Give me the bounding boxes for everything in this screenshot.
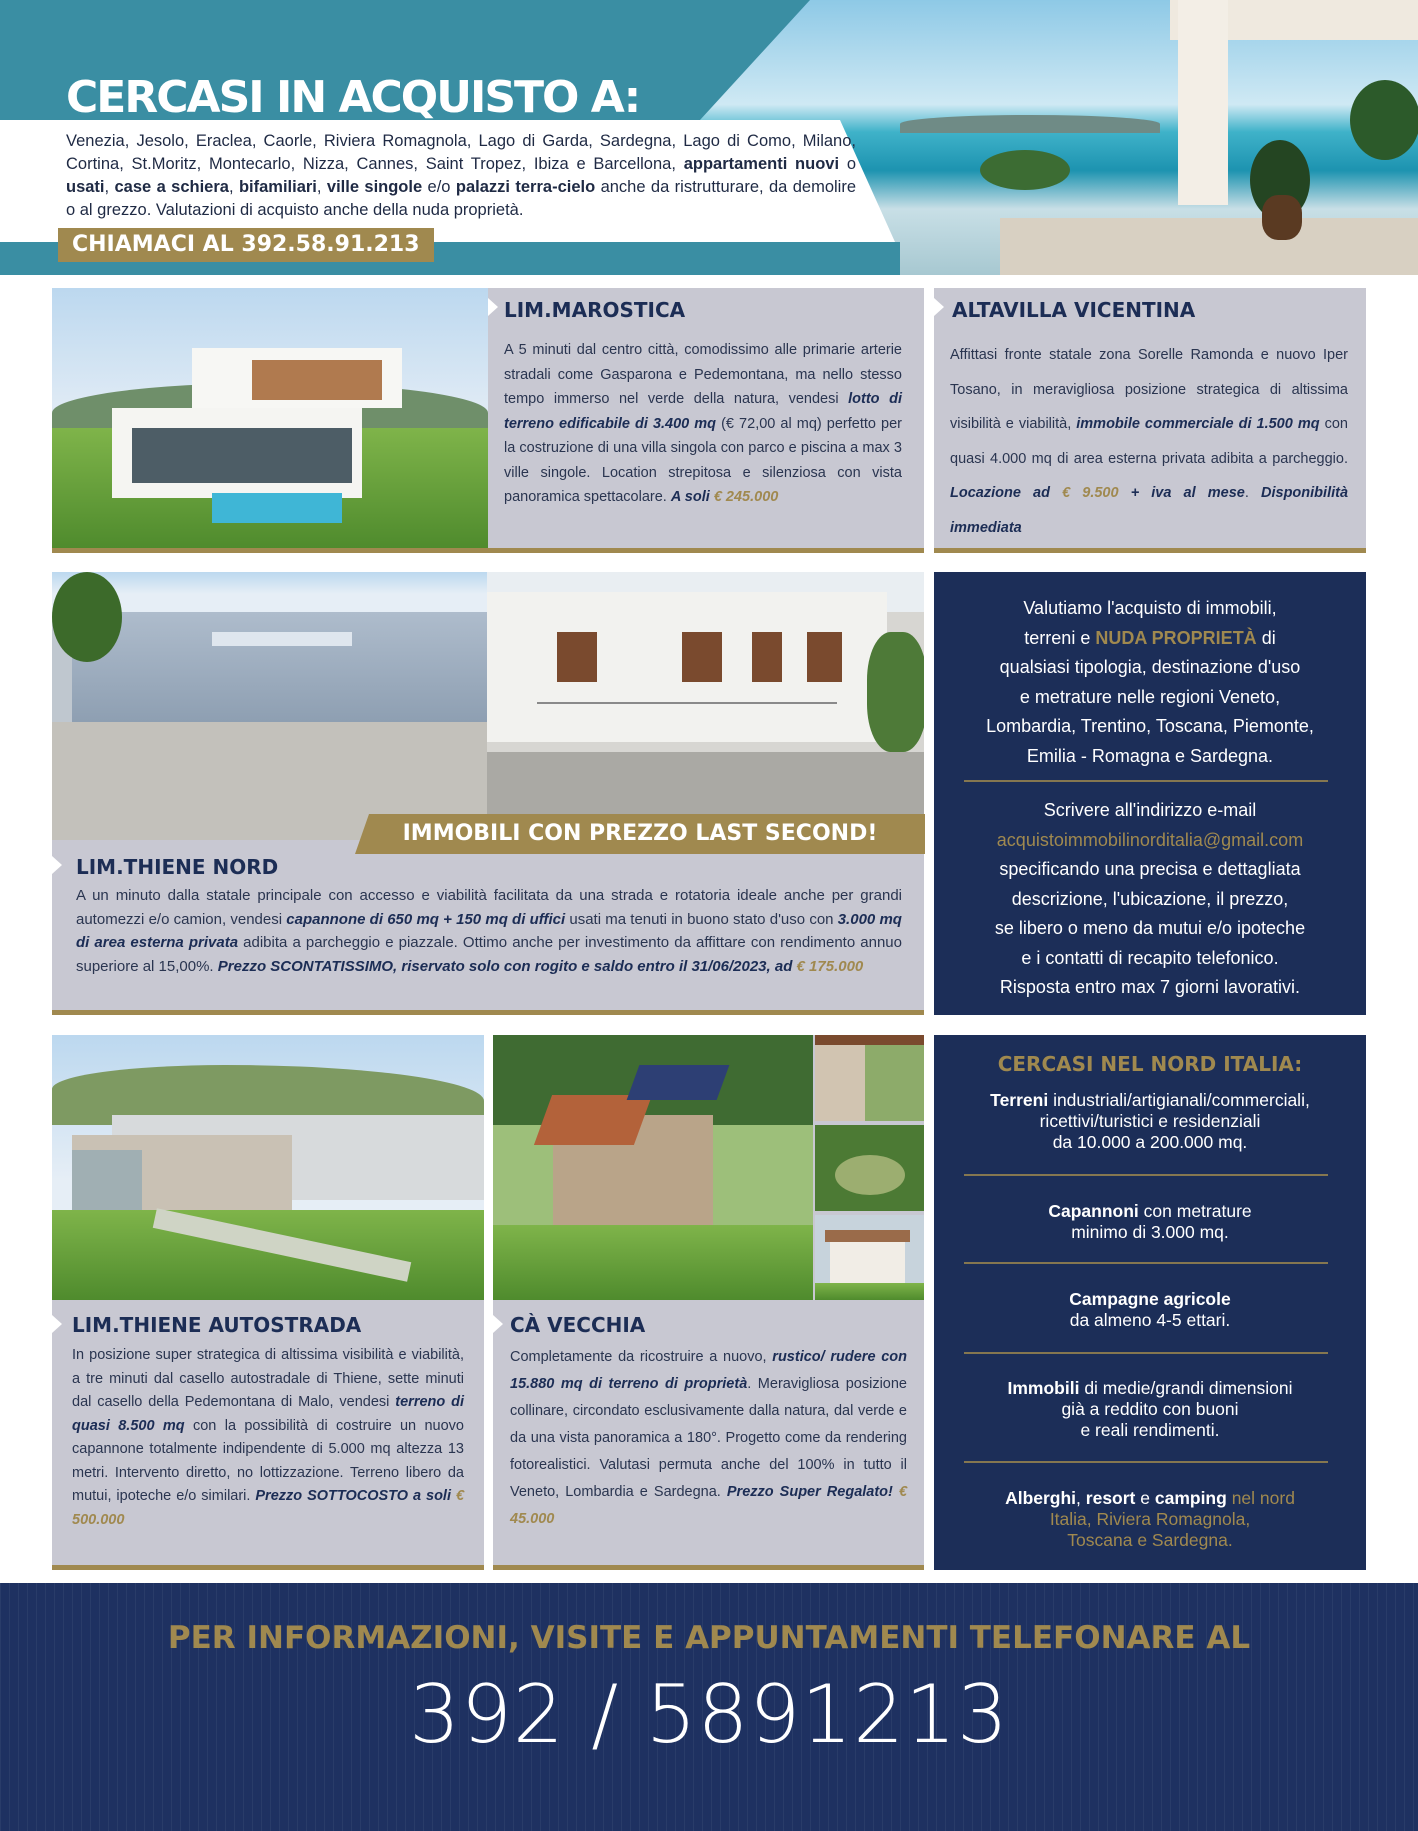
call-us-badge[interactable]: CHIAMACI AL 392.58.91.213 [58, 228, 434, 262]
text: A 5 minuti dal centro città, comodissimo alle primarie arterie stradali come Gasparona e Pedemontana, ma nello stesso tempo immerso nel verde della natura, vendesi [504, 342, 902, 407]
text: di [1256, 627, 1276, 648]
valutiamo-text [934, 594, 1366, 771]
highlight: Immobili [1007, 1378, 1080, 1398]
text: e [1135, 1488, 1155, 1508]
highlight: Alberghi [1005, 1488, 1077, 1508]
header-title: CERCASI IN ACQUISTO A: [66, 72, 640, 123]
highlight: Prezzo SCONTATISSIMO, riservato solo con rogito e saldo entro il 31/06/2023, ad [217, 957, 793, 975]
email-link[interactable]: acquistoimmobilinorditalia@gmail.com [996, 829, 1304, 850]
line: Italia, Riviera Romagnola, [1049, 1509, 1251, 1529]
header-description [66, 130, 856, 222]
highlight: Terreni [990, 1090, 1049, 1110]
text: con quasi 4.000 mq di area esterna privata adibita a parcheggio. [950, 416, 1348, 467]
price: € 175.000 [796, 957, 864, 975]
thiene-nord-title: LIM.THIENE NORD [76, 855, 279, 879]
highlight: + iva al mese [1130, 485, 1245, 501]
rustic-render-photo [493, 1035, 813, 1300]
ca-vecchia-text [510, 1344, 907, 1533]
text: . Meravigliosa posizione collinare, circondato esclusivamente dalla natura, dal verde e da una vista panoramica a 180°. Progetto come da rendering fotorealistici. Valutasi permuta anche del 100% in tutto il Veneto, Lombardia e Sardegna. [510, 1376, 907, 1500]
highlight: lotto di terreno edificabile di 3.400 mq [504, 391, 902, 432]
cercasi-nord-title: CERCASI NEL NORD ITALIA: [997, 1052, 1303, 1076]
type-2: usati [66, 178, 105, 196]
type-6: palazzi terra-cielo [455, 178, 596, 196]
price: € 9.500 [1062, 485, 1119, 501]
text: nel nord [1226, 1488, 1295, 1508]
header-last-line: anche da ristrutturare, da demolire o al grezzo. Valutazioni di acquisto anche della nuda proprietà. [66, 178, 857, 219]
thiene-nord-text [76, 884, 902, 978]
sep: , [316, 178, 327, 196]
sep: , [228, 178, 239, 196]
line [934, 624, 1366, 654]
title-arrow-icon [493, 1315, 503, 1333]
highlight: Capannoni [1048, 1201, 1139, 1221]
text: con metrature [1138, 1201, 1252, 1221]
text: Completamente da ricostruire a nuovo, [510, 1349, 773, 1365]
divider [964, 1174, 1328, 1176]
line: se libero o meno da mutui e/o ipoteche [994, 918, 1306, 938]
price: € 45.000 [510, 1484, 908, 1527]
line: Lombardia, Trentino, Toscana, Piemonte, [986, 716, 1314, 736]
title-arrow-icon [52, 856, 62, 874]
last-second-label: IMMOBILI CON PREZZO LAST SECOND! [402, 821, 878, 846]
line: e reali rendimenti. [1080, 1420, 1220, 1440]
line: e metrature nelle regioni Veneto, [1019, 686, 1281, 707]
sep: , [104, 178, 115, 196]
marostica-title: LIM.MAROSTICA [504, 298, 686, 322]
line: descrizione, l'ubicazione, il prezzo, [1011, 888, 1289, 909]
line [934, 1488, 1366, 1509]
footer-info-text: PER INFORMAZIONI, VISITE E APPUNTAMENTI TELEFONARE AL [167, 1620, 1251, 1656]
sep: e/o [422, 178, 456, 196]
header-banner [0, 0, 1418, 275]
line: ricettivi/turistici e residenziali [1039, 1111, 1261, 1131]
highlight: 3.000 mq di area esterna privata [76, 910, 902, 951]
line [940, 1090, 1360, 1111]
text: usati ma tenuti in buono stato d'uso con [565, 910, 838, 928]
divider [964, 1461, 1328, 1463]
line [934, 1201, 1366, 1222]
highlight: A soli [670, 489, 710, 505]
title-arrow-icon [488, 298, 498, 316]
sep: o [839, 155, 856, 173]
text: industriali/artigianali/commerciali, [1048, 1090, 1310, 1110]
text: . [1244, 485, 1262, 501]
text: adibita a parcheggio e piazzale. Ottimo anche per investimento da affittare con rendimento annuo superiore al 15,00%. [76, 934, 902, 975]
render-thumb-1 [815, 1035, 924, 1121]
line: qualsiasi tipologia, destinazione d'uso [999, 657, 1301, 677]
price: € 245.000 [713, 489, 779, 505]
line: Valutiamo l'acquisto di immobili, [1023, 598, 1277, 618]
line: da almeno 4-5 ettari. [1069, 1310, 1231, 1330]
office-photo [487, 572, 924, 840]
warehouse-photo [52, 572, 487, 840]
thiene-autostrada-title: LIM.THIENE AUTOSTRADA [72, 1313, 362, 1337]
type-4: bifamiliari [238, 178, 317, 196]
type-5: ville singole [326, 178, 423, 196]
marostica-text [504, 338, 902, 510]
highlight: Campagne agricole [1069, 1289, 1231, 1309]
thiene-autostrada-text [72, 1344, 464, 1532]
title-arrow-icon [52, 1315, 62, 1333]
valutiamo-contact [934, 796, 1366, 1003]
render-thumb-2 [815, 1125, 924, 1211]
divider [964, 780, 1328, 782]
requirement-campagne [934, 1289, 1366, 1331]
highlight: Prezzo Super Regalato! [726, 1484, 893, 1500]
text: In posizione super strategica di altissima visibilità e viabilità, a tre minuti dal casello autostradale di Thiene, sette minuti dal casello della Pedemontana di Malo, vendesi [72, 1347, 464, 1410]
line [934, 1378, 1366, 1399]
highlight: rustico/ rudere con 15.880 mq di terreno di proprietà [510, 1349, 907, 1392]
highlight: terreno di quasi 8.500 mq [72, 1394, 465, 1434]
line: minimo di 3.000 mq. [1071, 1222, 1229, 1242]
marostica-photo [52, 288, 488, 548]
highlight: resort [1085, 1488, 1136, 1508]
footer-phone-number[interactable]: 392 / 5891213 [409, 1668, 1009, 1761]
altavilla-text [950, 338, 1348, 545]
requirement-immobili [934, 1378, 1366, 1441]
line: specificando una precisa e dettagliata [999, 859, 1301, 879]
text: A un minuto dalla statale principale con accesso e viabilità facilitata da una strada e rotatoria ideale anche per grandi automezzi e/o camion, vendesi [76, 887, 902, 928]
industrial-photo [52, 1035, 484, 1300]
price: € 500.000 [72, 1488, 465, 1528]
line: Emilia - Romagna e Sardegna. [1026, 745, 1274, 766]
text: Affittasi fronte statale zona Sorelle Ramonda e nuovo Iper Tosano, in meravigliosa posizione strategica di altissima visibilità e viabilità, [950, 347, 1348, 432]
highlight: Disponibilità immediata [950, 485, 1349, 536]
text: con la possibilità di costruire un nuovo capannone totalmente indipendente di 5.000 mq altezza 13 metri. Intervento diretto, no lottizzazione. Terreno libero da mutui, ipoteche e/o similari. [72, 1417, 464, 1504]
title-arrow-icon [934, 298, 944, 316]
altavilla-title: ALTAVILLA VICENTINA [952, 298, 1196, 322]
line: Scrivere all'indirizzo e-mail [1043, 800, 1257, 820]
highlight: NUDA PROPRIETÀ [1095, 627, 1257, 648]
text: di medie/grandi dimensioni [1079, 1378, 1293, 1398]
line: Risposta entro max 7 giorni lavorativi. [999, 977, 1301, 997]
text: terreni e [1024, 627, 1096, 648]
requirement-terreni [940, 1090, 1360, 1153]
highlight: Locazione ad [950, 485, 1050, 501]
text: (€ 72,00 al mq) perfetto per la costruzione di una villa singola con parco e piscina a max 3 ville singole. Location strepitosa e silenziosa con vista panoramica spettacolare. [504, 415, 902, 505]
text: , [1076, 1488, 1086, 1508]
highlight: capannone di 650 mq + 150 mq di uffici [286, 910, 566, 928]
divider [964, 1262, 1328, 1264]
divider [964, 1352, 1328, 1354]
highlight: Prezzo SOTTOCOSTO a soli [255, 1488, 451, 1504]
render-thumb-3 [815, 1215, 924, 1300]
line: già a reddito con buoni [1061, 1399, 1239, 1419]
requirement-capannoni [934, 1201, 1366, 1243]
ca-vecchia-title: CÀ VECCHIA [510, 1313, 646, 1337]
highlight: camping [1154, 1488, 1227, 1508]
line: Toscana e Sardegna. [1067, 1530, 1233, 1550]
line: da 10.000 a 200.000 mq. [1052, 1132, 1248, 1152]
line: e i contatti di recapito telefonico. [1021, 947, 1279, 968]
type-3: case a schiera [114, 178, 229, 196]
highlight: immobile commerciale di 1.500 mq [1076, 416, 1320, 432]
requirement-alberghi [934, 1488, 1366, 1551]
type-1: appartamenti nuovi [683, 155, 840, 173]
header-places: Venezia, Jesolo, Eraclea, Caorle, Riviera Romagnola, Lago di Garda, Sardegna, Lago di Como, Milano, Cortina, St.Moritz, Montecarlo, Nizza, Cannes, Saint Tropez, Ibiza e Barcellona, [66, 132, 856, 173]
